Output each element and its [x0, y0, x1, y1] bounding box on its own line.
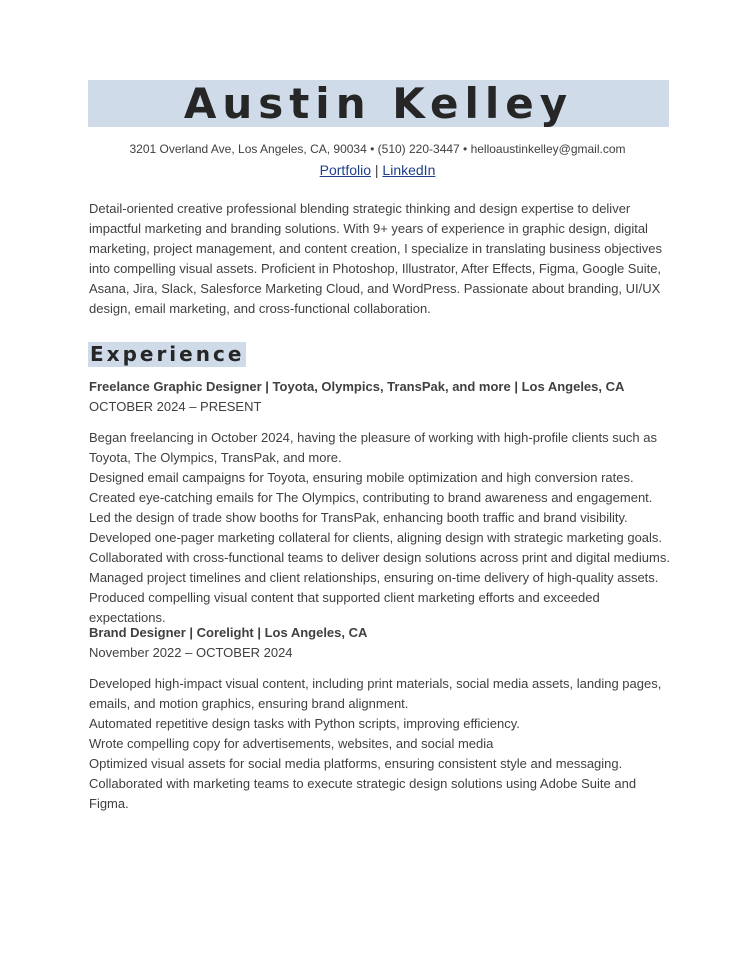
job-entry-freelance: [89, 377, 679, 628]
job-duty: Managed project timelines and client relationships, ensuring on-time delivery of high-quality assets.: [89, 570, 659, 585]
job-duty: Developed high-impact visual content, including print materials, social media assets, landing pages, emails, and motion graphics, ensuring brand alignment.: [89, 676, 662, 711]
job-duty: Produced compelling visual content that supported client marketing efforts and exceeded expectations.: [89, 590, 600, 625]
job-duty: Led the design of trade show booths for TransPak, enhancing booth traffic and brand visibility.: [89, 510, 628, 525]
name-banner: [88, 80, 669, 127]
job-duty: Automated repetitive design tasks with Python scripts, improving efficiency.: [89, 716, 520, 731]
linkedin-link[interactable]: LinkedIn: [382, 162, 436, 178]
job-dates: November 2022 – OCTOBER 2024: [89, 645, 293, 660]
portfolio-link[interactable]: Portfolio: [319, 162, 371, 178]
experience-heading: Experience: [90, 342, 245, 366]
summary-paragraph: Detail-oriented creative professional blending strategic thinking and design expertise to deliver impactful marketing and branding solutions. With 9+ years of experience in graphic design, digital marketing, project management, and content creation, I specialize in translating business objectives into compelling visual assets. Proficient in Photoshop, Illustrator, After Effects, Figma, Google Suite, Asana, Jira, Slack, Salesforce Marketing Cloud, and WordPress. Passionate about branding, UI/UX design, email marketing, and cross-functional collaboration.: [89, 201, 663, 316]
job-duty: Optimized visual assets for social media platforms, ensuring consistent style and messaging.: [89, 756, 623, 771]
job-dates: OCTOBER 2024 – PRESENT: [89, 399, 262, 414]
job-duty: Designed email campaigns for Toyota, ensuring mobile optimization and high conversion rates.: [89, 470, 634, 485]
job-entry-corelight: [89, 623, 679, 814]
job-duty: Collaborated with cross-functional teams to deliver design solutions across print and digital mediums.: [89, 550, 670, 565]
profile-links: [0, 162, 755, 178]
job-title: Freelance Graphic Designer | Toyota, Olympics, TransPak, and more | Los Angeles, CA: [89, 379, 625, 394]
job-duties: [89, 428, 679, 628]
job-duty: Created eye-catching emails for The Olympics, contributing to brand awareness and engagement.: [89, 490, 653, 505]
job-duty: Began freelancing in October 2024, having the pleasure of working with high-profile clients such as Toyota, The Olympics, TransPak, and more.: [89, 430, 658, 465]
candidate-name: Austin Kelley: [183, 79, 574, 128]
job-duty: Wrote compelling copy for advertisements, websites, and social media: [89, 736, 494, 751]
job-duty: Collaborated with marketing teams to execute strategic design solutions using Adobe Suite and Figma.: [89, 776, 637, 811]
job-duty: Developed one-pager marketing collateral for clients, aligning design with strategic marketing goals.: [89, 530, 663, 545]
contact-line: 3201 Overland Ave, Los Angeles, CA, 90034 • (510) 220-3447 • helloaustinkelley@gmail.com: [129, 142, 626, 156]
job-duties: [89, 674, 679, 814]
links-separator: |: [374, 162, 379, 178]
job-title: Brand Designer | Corelight | Los Angeles, CA: [89, 625, 368, 640]
